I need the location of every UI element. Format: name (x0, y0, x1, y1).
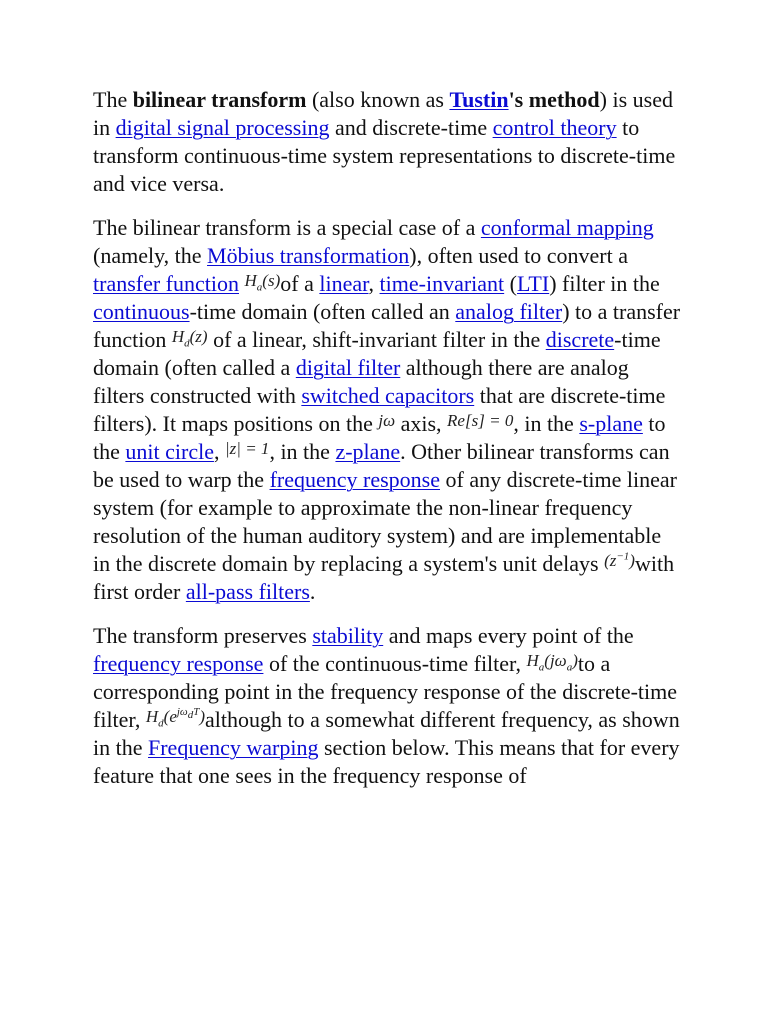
link-all-pass-filters[interactable]: all-pass filters (185, 579, 310, 604)
math-formula: $H_a(j\omega_a)$ (526, 651, 578, 674)
text-run: although there are analog filters constructed with (93, 355, 629, 408)
link-switched-capacitors[interactable]: switched capacitors (301, 383, 475, 408)
text-run: , (213, 439, 225, 464)
link-tustin[interactable]: Tustin (449, 87, 509, 112)
text-run: ) to a transfer function (93, 299, 681, 352)
bold-term: 's (508, 87, 524, 112)
text-run: with first order (93, 551, 675, 604)
text-run: to a corresponding point in the frequency response of the discrete-time filter, (93, 651, 678, 732)
text-run: (also known as (306, 87, 450, 112)
text-run: to the (93, 411, 666, 464)
math-formula: $(z^{-1})$ (604, 550, 635, 570)
text-run: . (309, 579, 316, 604)
text-run: ), often used to convert a (409, 243, 628, 268)
link-conformal-mapping[interactable]: conformal mapping (480, 215, 654, 240)
text-run: . Other bilinear transforms can be used to warp the (93, 439, 670, 492)
link-lti[interactable]: LTI (517, 271, 550, 296)
math-formula: Re[s] = 0 (447, 411, 514, 430)
math-formula: jω (378, 411, 396, 430)
math-formula: $H_d(e^{j\omega_dT})$ (145, 706, 205, 730)
text-run: -time domain (often called a (93, 327, 661, 380)
paragraph (93, 214, 683, 606)
text-run: of the continuous-time filter, (263, 651, 527, 676)
text-run: The bilinear transform is a special case of a (93, 215, 481, 240)
link-linear[interactable]: linear (319, 271, 369, 296)
link-analog-filter[interactable]: analog filter (455, 299, 563, 324)
link-control-theory[interactable]: control theory (492, 115, 617, 140)
bold-term: bilinear transform (132, 87, 307, 112)
text-run: , in the (269, 439, 336, 464)
link-digital-filter[interactable]: digital filter (295, 355, 401, 380)
paragraph (93, 622, 683, 790)
text-run: although to a somewhat different frequency, as shown in the (93, 707, 680, 760)
text-run: and discrete-time (329, 115, 493, 140)
text-run: ( (504, 271, 517, 296)
paragraph (93, 86, 683, 198)
link-z-plane[interactable]: z-plane (335, 439, 401, 464)
text-run: ) is used in (93, 87, 673, 140)
text-run: , in the (513, 411, 580, 436)
text-run: that are discrete-time filters). It maps positions on the (93, 383, 666, 436)
text-run: and maps every point of the (383, 623, 634, 648)
text-run: to transform continuous-time system representations to discrete-time and vice versa. (93, 115, 676, 196)
link-frequency-response[interactable]: frequency response (93, 651, 264, 676)
math-formula: $H_d(z)$ (171, 327, 208, 350)
text-run: axis, (395, 411, 448, 436)
link-frequency-response[interactable]: frequency response (269, 467, 440, 492)
link-s-plane[interactable]: s-plane (579, 411, 643, 436)
link-mobius-transformation[interactable]: Möbius transformation (207, 243, 410, 268)
article-body (93, 86, 683, 806)
text-run: of any discrete-time linear system (for example to approximate the non-linear frequency resolution of the human auditory system) and are implementable in the discrete domain by replacing a system's unit delays (93, 467, 678, 576)
link-digital-signal-processing[interactable]: digital signal processing (115, 115, 330, 140)
text-run: (namely, the (93, 243, 208, 268)
link-frequency-warping[interactable]: Frequency warping (148, 735, 319, 760)
math-formula: $H_a(s)$ (244, 271, 281, 294)
link-discrete[interactable]: discrete (545, 327, 615, 352)
text-run: ) filter in the (549, 271, 660, 296)
link-continuous[interactable]: continuous (93, 299, 190, 324)
text-run: The (93, 87, 133, 112)
text-run: , (368, 271, 380, 296)
text-run: of a linear, shift-invariant filter in the (207, 327, 546, 352)
link-transfer-function[interactable]: transfer function (93, 271, 239, 296)
math-formula: |z| = 1 (224, 439, 270, 458)
text-run: -time domain (often called an (189, 299, 456, 324)
text-run: of a (280, 271, 320, 296)
text-run: section below. This means that for every feature that one sees in the frequency response of (93, 735, 680, 788)
link-stability[interactable]: stability (312, 623, 384, 648)
link-unit-circle[interactable]: unit circle (125, 439, 214, 464)
text-run: The transform preserves (93, 623, 313, 648)
bold-term: method (528, 87, 600, 112)
link-time-invariant[interactable]: time-invariant (379, 271, 505, 296)
